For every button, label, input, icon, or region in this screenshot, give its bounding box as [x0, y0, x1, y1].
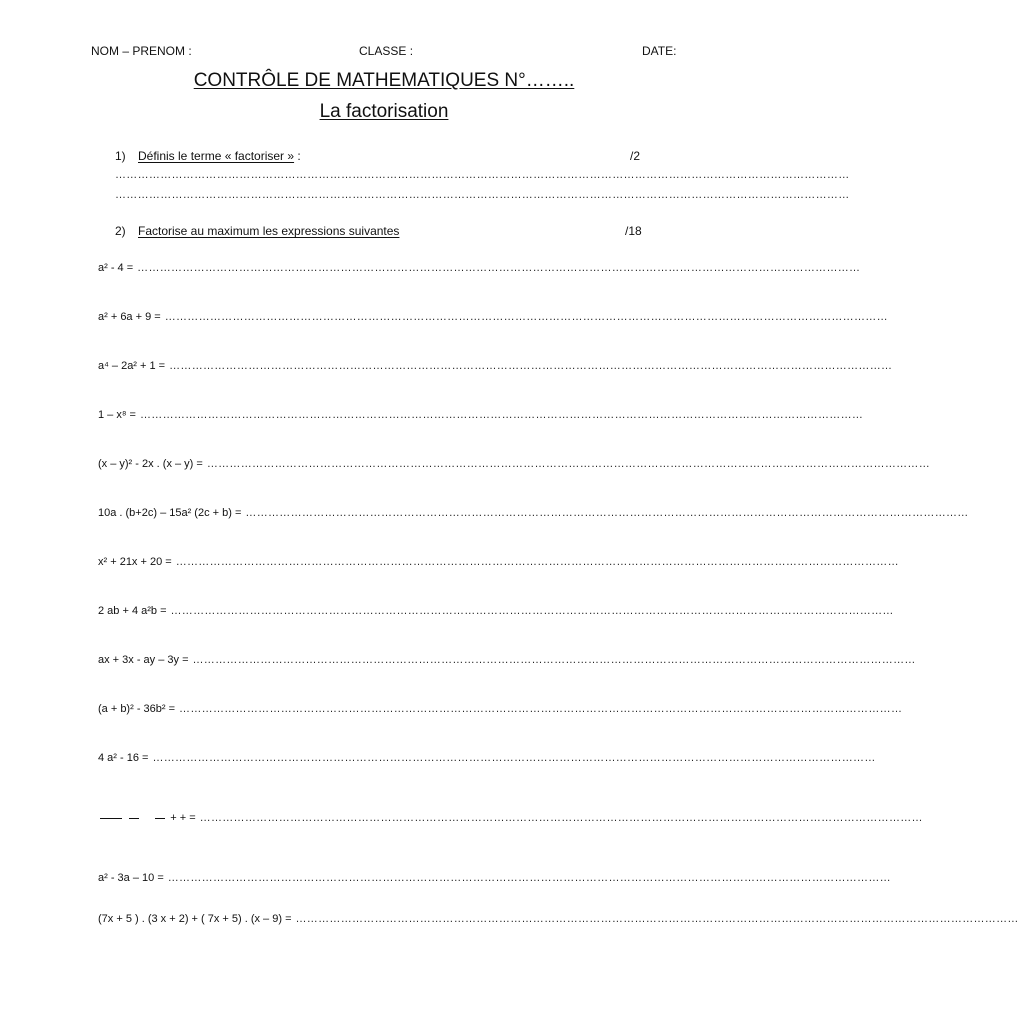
fraction-expression	[98, 812, 200, 824]
question-2-number: 2)	[115, 224, 126, 238]
answer-line[interactable]: …………………………………………………………………………………………………………………………………………………………………………	[137, 262, 861, 274]
page-title	[0, 70, 768, 92]
answer-line[interactable]: …………………………………………………………………………………………………………………………………………………………………………	[245, 507, 969, 519]
expression-row	[98, 605, 894, 621]
answer-line[interactable]: …………………………………………………………………………………………………………………………………………………………………………	[175, 556, 899, 568]
expression-text: ax + 3x - ay – 3y =	[98, 654, 189, 666]
answer-line[interactable]: …………………………………………………………………………………………………………………………………………………………………………	[179, 703, 903, 715]
expression-row	[98, 507, 969, 523]
fraction-bar	[155, 818, 165, 819]
expression-text: a⁴ – 2a² + 1 =	[98, 360, 166, 372]
answer-line-1[interactable]: ……………………………………………………………………………………………………………………………………………………………………………	[115, 169, 850, 181]
question-1	[138, 149, 301, 163]
expression-text: 10a . (b+2c) – 15a² (2c + b) =	[98, 507, 242, 519]
fraction-bar	[100, 818, 122, 819]
expression-row	[98, 913, 1019, 929]
answer-line[interactable]: …………………………………………………………………………………………………………………………………………………………………………	[164, 311, 888, 323]
expression-text: x² + 21x + 20 =	[98, 556, 172, 568]
answer-line[interactable]: …………………………………………………………………………………………………………………………………………………………………………	[295, 913, 1019, 925]
expression-text: a² - 4 =	[98, 262, 134, 274]
page-subtitle	[0, 101, 768, 123]
expression-row	[98, 703, 903, 719]
expression-row	[98, 812, 923, 828]
answer-line[interactable]: …………………………………………………………………………………………………………………………………………………………………………	[167, 872, 891, 884]
question-2-text: Factorise au maximum les expressions suivantes	[138, 224, 400, 238]
expression-text: (7x + 5 ) . (3 x + 2) + ( 7x + 5) . (x – 9) =	[98, 913, 292, 925]
fraction-bar	[129, 818, 139, 819]
answer-line[interactable]: …………………………………………………………………………………………………………………………………………………………………………	[206, 458, 931, 470]
answer-line[interactable]: …………………………………………………………………………………………………………………………………………………………………………	[152, 752, 876, 764]
expression-row	[98, 872, 891, 888]
expression-row	[98, 409, 864, 425]
page-title-text: CONTRÔLE DE MATHEMATIQUES N°……..	[193, 70, 575, 91]
answer-line-2[interactable]: ……………………………………………………………………………………………………………………………………………………………………………	[115, 189, 850, 201]
expression-text: 2 ab + 4 a²b =	[98, 605, 167, 617]
expression-text: + + =	[170, 812, 196, 824]
answer-line[interactable]: …………………………………………………………………………………………………………………………………………………………………………	[170, 605, 894, 617]
name-label: NOM – PRENOM :	[91, 44, 192, 58]
expression-text: 4 a² - 16 =	[98, 752, 149, 764]
class-label: CLASSE :	[359, 44, 414, 58]
question-1-points: /2	[630, 149, 641, 163]
page-subtitle-text: La factorisation	[319, 101, 449, 122]
expression-row	[98, 752, 876, 768]
expression-row	[98, 556, 899, 572]
answer-line[interactable]: …………………………………………………………………………………………………………………………………………………………………………	[192, 654, 916, 666]
expression-text: a² + 6a + 9 =	[98, 311, 161, 323]
expression-text: (a + b)² - 36b² =	[98, 703, 176, 715]
question-2-points: /18	[625, 224, 642, 238]
answer-line[interactable]: …………………………………………………………………………………………………………………………………………………………………………	[169, 360, 893, 372]
answer-line[interactable]: …………………………………………………………………………………………………………………………………………………………………………	[199, 812, 923, 824]
expression-text: 1 – x⁸ =	[98, 409, 136, 421]
expression-row	[98, 458, 931, 474]
expression-row	[98, 262, 861, 278]
question-1-number: 1)	[115, 149, 126, 163]
expression-text: (x – y)² - 2x . (x – y) =	[98, 458, 203, 470]
date-label: DATE:	[642, 44, 677, 58]
question-1-text: Définis le terme « factoriser »	[138, 149, 295, 163]
expression-text: a² - 3a – 10 =	[98, 872, 164, 884]
question-2	[138, 224, 399, 238]
answer-line[interactable]: …………………………………………………………………………………………………………………………………………………………………………	[139, 409, 864, 421]
expression-row	[98, 654, 916, 670]
expression-row	[98, 360, 893, 376]
question-1-colon: :	[294, 149, 301, 163]
expression-row	[98, 311, 888, 327]
